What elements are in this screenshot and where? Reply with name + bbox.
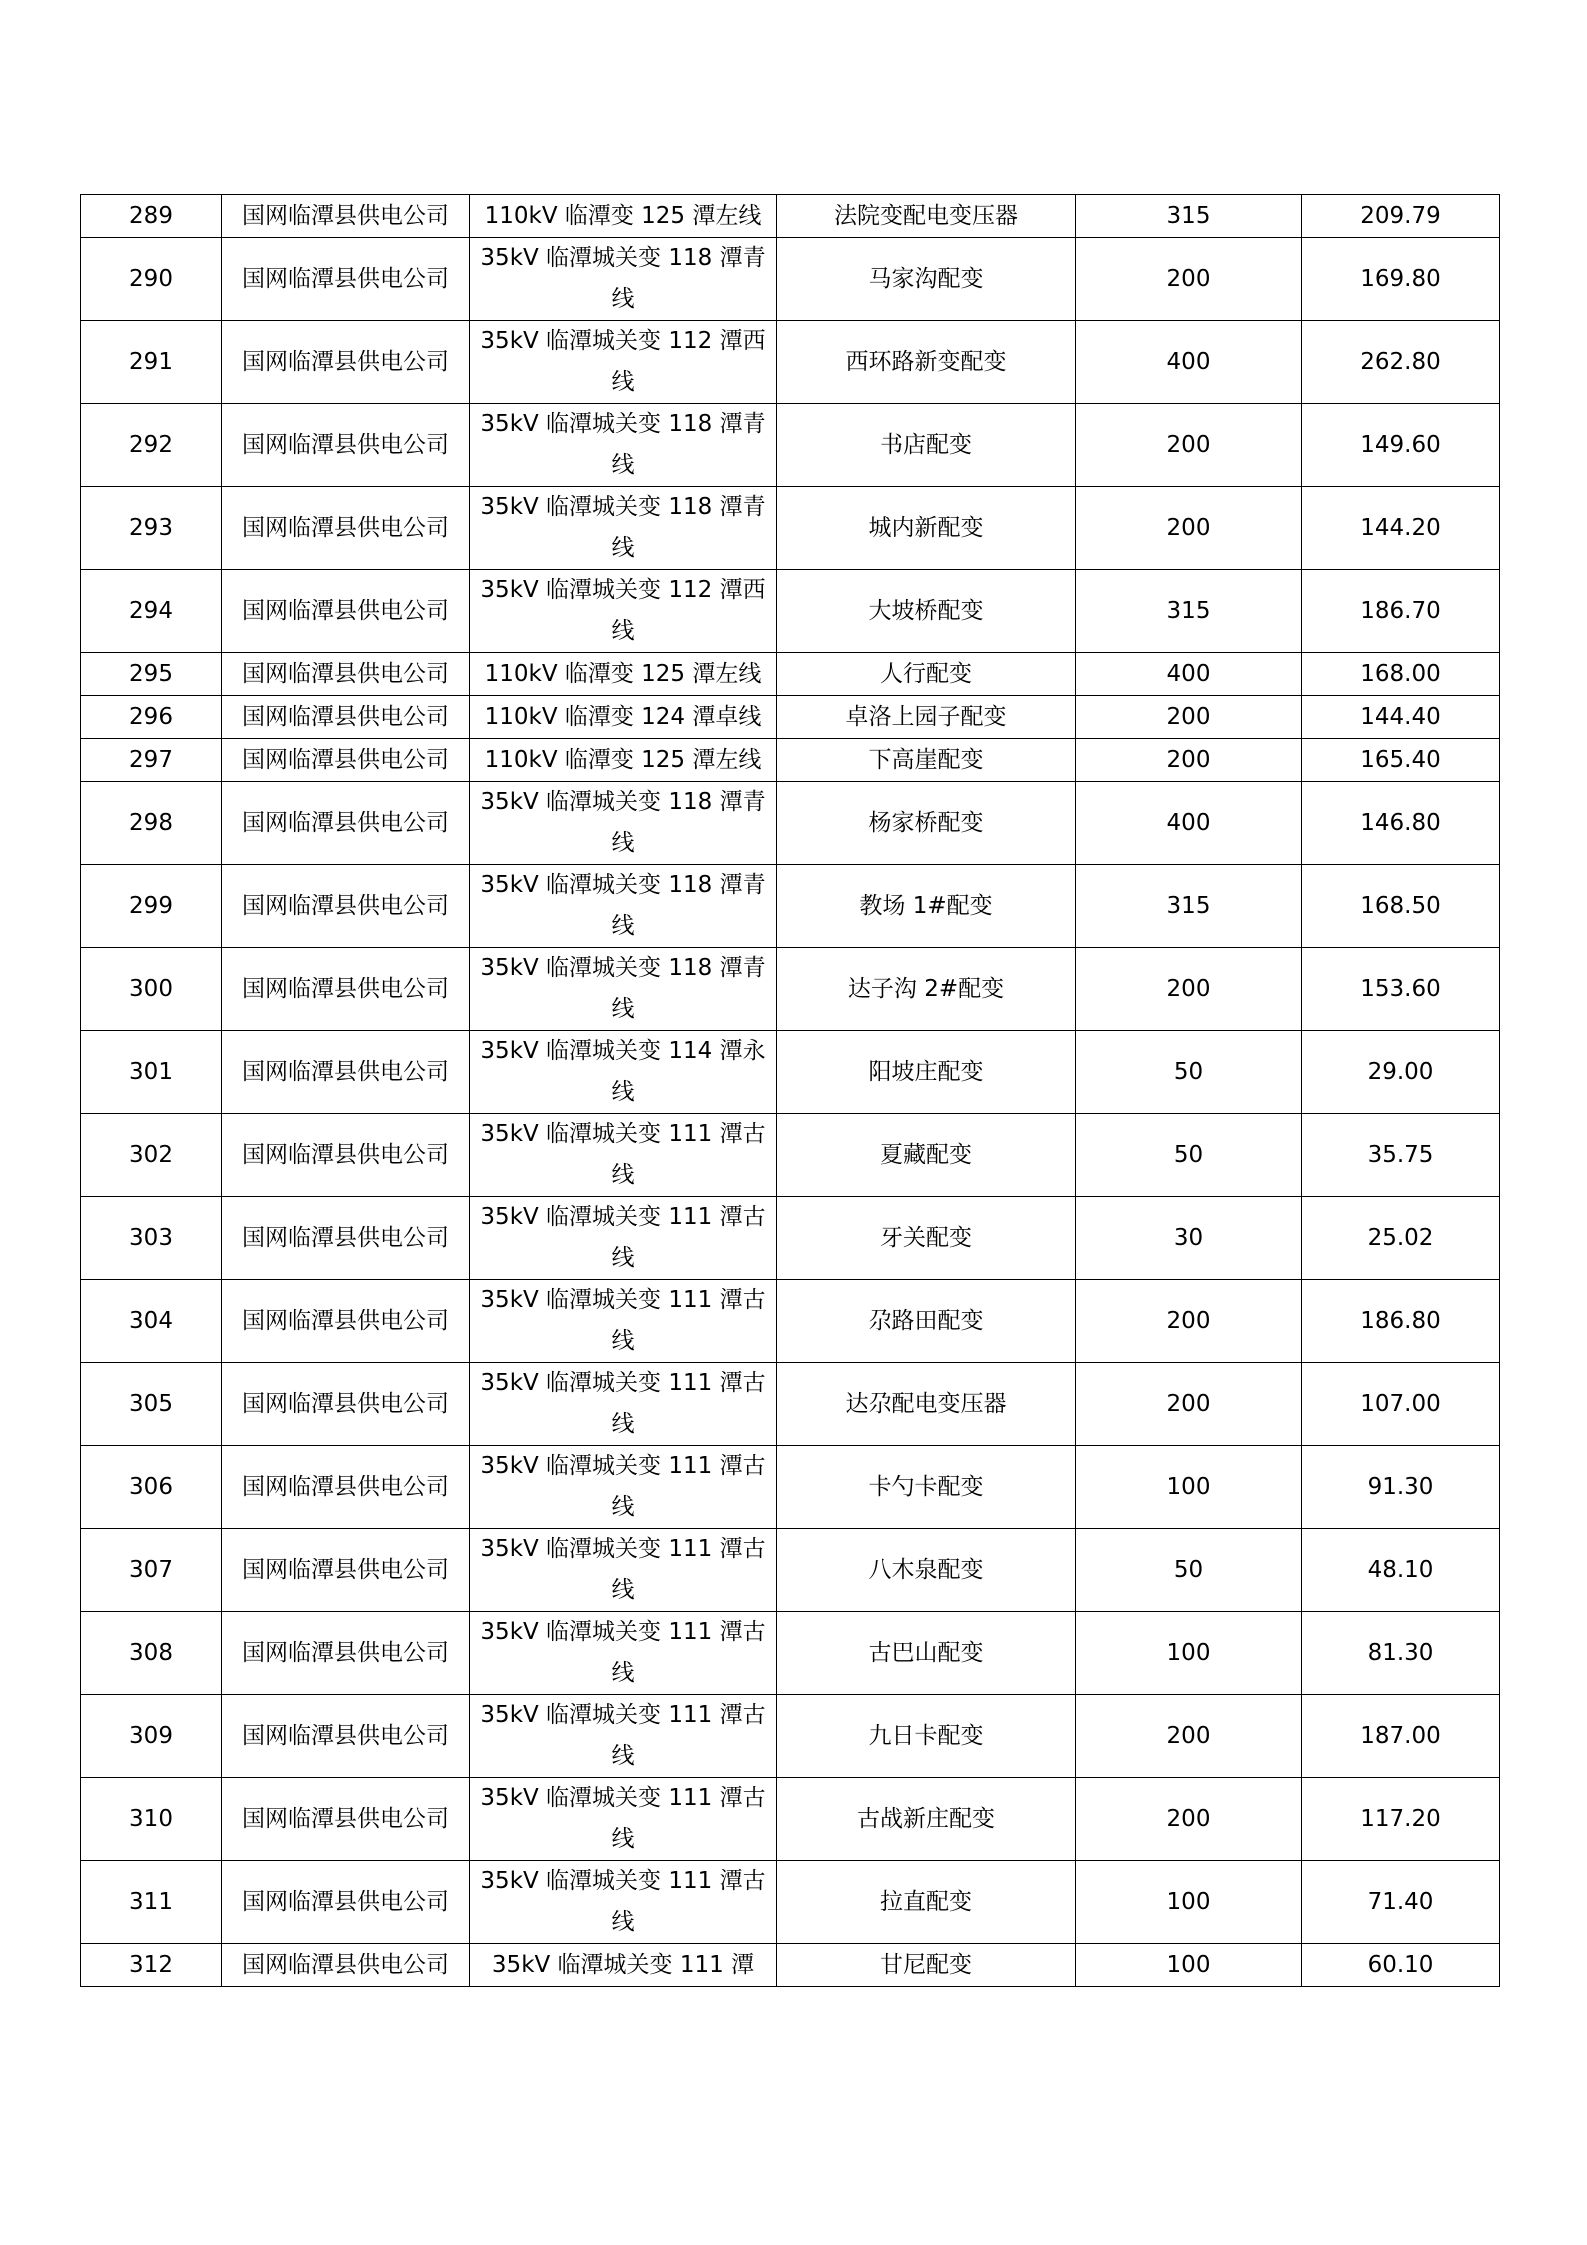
cell-transformer: 古战新庄配变	[777, 1778, 1076, 1861]
cell-value: 71.40	[1302, 1861, 1500, 1944]
cell-number: 308	[81, 1612, 222, 1695]
cell-company: 国网临潭县供电公司	[222, 238, 470, 321]
cell-transformer: 卡勺卡配变	[777, 1446, 1076, 1529]
cell-value: 149.60	[1302, 404, 1500, 487]
cell-number: 294	[81, 570, 222, 653]
table-row	[81, 1695, 1500, 1778]
cell-transformer: 牙关配变	[777, 1197, 1076, 1280]
table-row	[81, 865, 1500, 948]
cell-line: 35kV 临潭城关变 111 潭古线	[470, 1197, 777, 1280]
cell-number: 295	[81, 653, 222, 696]
cell-line: 35kV 临潭城关变 111 潭古线	[470, 1612, 777, 1695]
table-row	[81, 1114, 1500, 1197]
cell-number: 292	[81, 404, 222, 487]
cell-capacity: 200	[1076, 1695, 1302, 1778]
cell-value: 187.00	[1302, 1695, 1500, 1778]
cell-line: 35kV 临潭城关变 112 潭西线	[470, 570, 777, 653]
cell-capacity: 50	[1076, 1031, 1302, 1114]
cell-capacity: 100	[1076, 1944, 1302, 1987]
cell-transformer: 卓洛上园子配变	[777, 696, 1076, 739]
cell-transformer: 八木泉配变	[777, 1529, 1076, 1612]
cell-value: 169.80	[1302, 238, 1500, 321]
cell-number: 311	[81, 1861, 222, 1944]
cell-value: 165.40	[1302, 739, 1500, 782]
table-row	[81, 739, 1500, 782]
table-row	[81, 696, 1500, 739]
cell-company: 国网临潭县供电公司	[222, 1446, 470, 1529]
cell-capacity: 200	[1076, 1280, 1302, 1363]
cell-value: 168.00	[1302, 653, 1500, 696]
cell-line: 35kV 临潭城关变 112 潭西线	[470, 321, 777, 404]
cell-line: 110kV 临潭变 125 潭左线	[470, 195, 777, 238]
cell-company: 国网临潭县供电公司	[222, 1612, 470, 1695]
cell-line: 35kV 临潭城关变 118 潭青线	[470, 487, 777, 570]
cell-value: 153.60	[1302, 948, 1500, 1031]
cell-transformer: 阳坡庄配变	[777, 1031, 1076, 1114]
cell-capacity: 100	[1076, 1446, 1302, 1529]
cell-company: 国网临潭县供电公司	[222, 1861, 470, 1944]
cell-company: 国网临潭县供电公司	[222, 1695, 470, 1778]
cell-capacity: 100	[1076, 1861, 1302, 1944]
cell-company: 国网临潭县供电公司	[222, 321, 470, 404]
cell-value: 117.20	[1302, 1778, 1500, 1861]
cell-transformer: 甘尼配变	[777, 1944, 1076, 1987]
cell-line: 35kV 临潭城关变 118 潭青线	[470, 404, 777, 487]
cell-transformer: 九日卡配变	[777, 1695, 1076, 1778]
cell-value: 35.75	[1302, 1114, 1500, 1197]
cell-company: 国网临潭县供电公司	[222, 487, 470, 570]
cell-capacity: 200	[1076, 696, 1302, 739]
cell-number: 312	[81, 1944, 222, 1987]
cell-value: 107.00	[1302, 1363, 1500, 1446]
cell-transformer: 城内新配变	[777, 487, 1076, 570]
cell-transformer: 人行配变	[777, 653, 1076, 696]
table-row	[81, 1861, 1500, 1944]
cell-line: 35kV 临潭城关变 111 潭古线	[470, 1695, 777, 1778]
cell-transformer: 大坡桥配变	[777, 570, 1076, 653]
cell-number: 296	[81, 696, 222, 739]
cell-value: 186.70	[1302, 570, 1500, 653]
table-row	[81, 487, 1500, 570]
cell-company: 国网临潭县供电公司	[222, 782, 470, 865]
cell-number: 300	[81, 948, 222, 1031]
cell-transformer: 教场 1#配变	[777, 865, 1076, 948]
cell-company: 国网临潭县供电公司	[222, 404, 470, 487]
cell-company: 国网临潭县供电公司	[222, 1778, 470, 1861]
cell-company: 国网临潭县供电公司	[222, 1944, 470, 1987]
cell-value: 209.79	[1302, 195, 1500, 238]
cell-transformer: 达子沟 2#配变	[777, 948, 1076, 1031]
table-row	[81, 570, 1500, 653]
cell-transformer: 书店配变	[777, 404, 1076, 487]
cell-capacity: 315	[1076, 865, 1302, 948]
cell-capacity: 200	[1076, 404, 1302, 487]
cell-transformer: 下高崖配变	[777, 739, 1076, 782]
cell-capacity: 50	[1076, 1529, 1302, 1612]
cell-line: 35kV 临潭城关变 111 潭古线	[470, 1114, 777, 1197]
cell-number: 293	[81, 487, 222, 570]
cell-line: 35kV 临潭城关变 111 潭	[470, 1944, 777, 1987]
cell-transformer: 拉直配变	[777, 1861, 1076, 1944]
cell-transformer: 西环路新变配变	[777, 321, 1076, 404]
cell-number: 307	[81, 1529, 222, 1612]
cell-capacity: 400	[1076, 321, 1302, 404]
table-row	[81, 404, 1500, 487]
table-row	[81, 782, 1500, 865]
cell-capacity: 100	[1076, 1612, 1302, 1695]
cell-value: 25.02	[1302, 1197, 1500, 1280]
cell-number: 291	[81, 321, 222, 404]
cell-company: 国网临潭县供电公司	[222, 195, 470, 238]
cell-capacity: 315	[1076, 195, 1302, 238]
cell-company: 国网临潭县供电公司	[222, 696, 470, 739]
cell-value: 262.80	[1302, 321, 1500, 404]
cell-transformer: 马家沟配变	[777, 238, 1076, 321]
cell-line: 35kV 临潭城关变 111 潭古线	[470, 1363, 777, 1446]
cell-line: 110kV 临潭变 124 潭卓线	[470, 696, 777, 739]
cell-value: 186.80	[1302, 1280, 1500, 1363]
table-row	[81, 1944, 1500, 1987]
cell-capacity: 200	[1076, 238, 1302, 321]
cell-transformer: 夏藏配变	[777, 1114, 1076, 1197]
cell-line: 35kV 临潭城关变 118 潭青线	[470, 782, 777, 865]
cell-capacity: 200	[1076, 487, 1302, 570]
table-row	[81, 653, 1500, 696]
table-row	[81, 1612, 1500, 1695]
cell-capacity: 315	[1076, 570, 1302, 653]
cell-capacity: 200	[1076, 948, 1302, 1031]
cell-number: 309	[81, 1695, 222, 1778]
cell-transformer: 杨家桥配变	[777, 782, 1076, 865]
cell-number: 297	[81, 739, 222, 782]
cell-company: 国网临潭县供电公司	[222, 865, 470, 948]
cell-line: 35kV 临潭城关变 118 潭青线	[470, 238, 777, 321]
cell-line: 35kV 临潭城关变 111 潭古线	[470, 1529, 777, 1612]
cell-number: 299	[81, 865, 222, 948]
cell-capacity: 50	[1076, 1114, 1302, 1197]
cell-line: 35kV 临潭城关变 118 潭青线	[470, 865, 777, 948]
table-row	[81, 321, 1500, 404]
cell-company: 国网临潭县供电公司	[222, 739, 470, 782]
cell-number: 306	[81, 1446, 222, 1529]
cell-capacity: 400	[1076, 782, 1302, 865]
cell-company: 国网临潭县供电公司	[222, 1363, 470, 1446]
cell-line: 35kV 临潭城关变 118 潭青线	[470, 948, 777, 1031]
cell-capacity: 200	[1076, 1363, 1302, 1446]
table-row	[81, 1280, 1500, 1363]
cell-number: 305	[81, 1363, 222, 1446]
cell-value: 29.00	[1302, 1031, 1500, 1114]
cell-number: 301	[81, 1031, 222, 1114]
cell-company: 国网临潭县供电公司	[222, 1529, 470, 1612]
table-row	[81, 1363, 1500, 1446]
cell-company: 国网临潭县供电公司	[222, 1280, 470, 1363]
cell-line: 35kV 临潭城关变 114 潭永线	[470, 1031, 777, 1114]
table-row	[81, 195, 1500, 238]
table-row	[81, 948, 1500, 1031]
cell-value: 48.10	[1302, 1529, 1500, 1612]
cell-company: 国网临潭县供电公司	[222, 1197, 470, 1280]
cell-number: 304	[81, 1280, 222, 1363]
table-row	[81, 1529, 1500, 1612]
table-row	[81, 1031, 1500, 1114]
cell-company: 国网临潭县供电公司	[222, 570, 470, 653]
table-row	[81, 1778, 1500, 1861]
cell-line: 110kV 临潭变 125 潭左线	[470, 739, 777, 782]
transformer-table	[80, 194, 1500, 1987]
cell-transformer: 达尕配电变压器	[777, 1363, 1076, 1446]
cell-line: 35kV 临潭城关变 111 潭古线	[470, 1861, 777, 1944]
table-body	[81, 195, 1500, 1987]
cell-capacity: 200	[1076, 1778, 1302, 1861]
cell-line: 35kV 临潭城关变 111 潭古线	[470, 1446, 777, 1529]
cell-value: 144.20	[1302, 487, 1500, 570]
cell-line: 35kV 临潭城关变 111 潭古线	[470, 1778, 777, 1861]
cell-number: 302	[81, 1114, 222, 1197]
cell-value: 168.50	[1302, 865, 1500, 948]
cell-company: 国网临潭县供电公司	[222, 1031, 470, 1114]
cell-transformer: 古巴山配变	[777, 1612, 1076, 1695]
table-row	[81, 1446, 1500, 1529]
table-row	[81, 1197, 1500, 1280]
cell-number: 298	[81, 782, 222, 865]
cell-value: 91.30	[1302, 1446, 1500, 1529]
cell-company: 国网临潭县供电公司	[222, 1114, 470, 1197]
cell-capacity: 400	[1076, 653, 1302, 696]
cell-company: 国网临潭县供电公司	[222, 948, 470, 1031]
cell-number: 290	[81, 238, 222, 321]
cell-value: 144.40	[1302, 696, 1500, 739]
cell-line: 110kV 临潭变 125 潭左线	[470, 653, 777, 696]
cell-transformer: 尕路田配变	[777, 1280, 1076, 1363]
cell-value: 60.10	[1302, 1944, 1500, 1987]
table-row	[81, 238, 1500, 321]
cell-capacity: 200	[1076, 739, 1302, 782]
cell-value: 146.80	[1302, 782, 1500, 865]
cell-value: 81.30	[1302, 1612, 1500, 1695]
cell-number: 289	[81, 195, 222, 238]
cell-company: 国网临潭县供电公司	[222, 653, 470, 696]
cell-capacity: 30	[1076, 1197, 1302, 1280]
cell-number: 303	[81, 1197, 222, 1280]
cell-line: 35kV 临潭城关变 111 潭古线	[470, 1280, 777, 1363]
cell-number: 310	[81, 1778, 222, 1861]
cell-transformer: 法院变配电变压器	[777, 195, 1076, 238]
